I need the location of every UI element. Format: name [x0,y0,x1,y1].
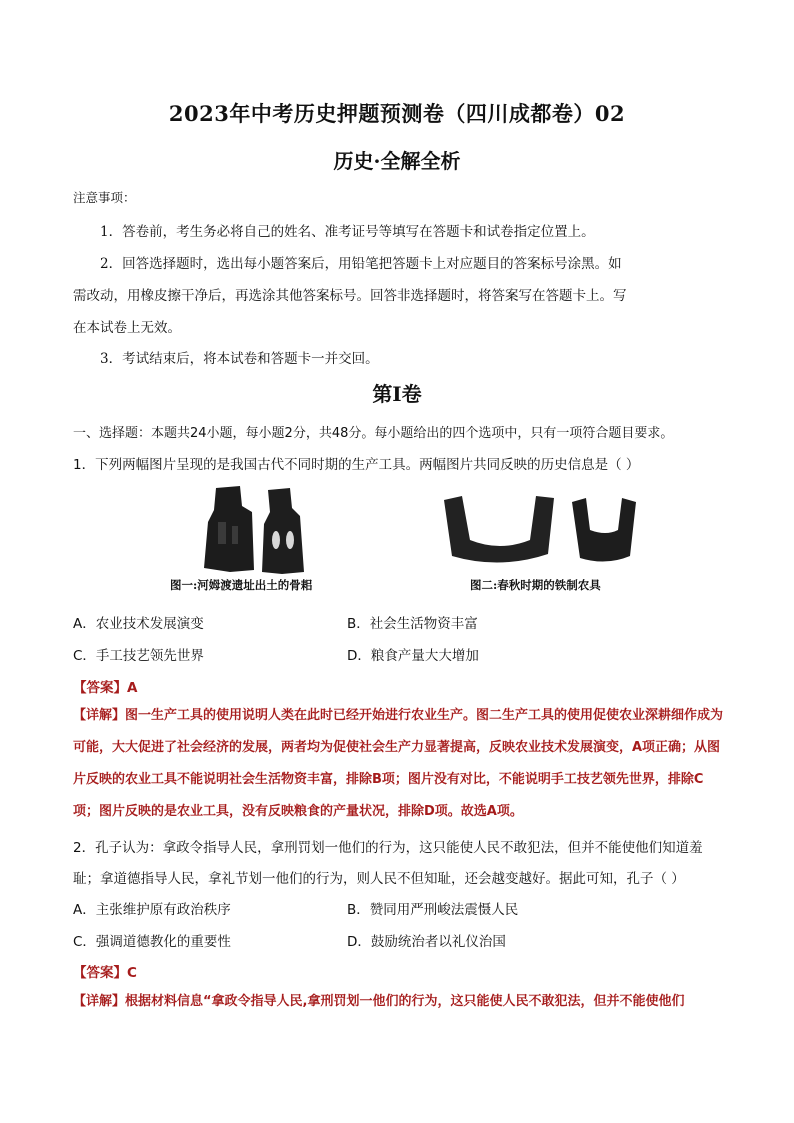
q2-option-b: B．赞同用严刑峻法震慑人民 [347,902,519,918]
q1-option-c: C．手工技艺领先世界 [73,648,204,664]
q2-option-c: C．强调道德教化的重要性 [73,934,231,950]
q1-explanation: 【详解】图一生产工具的使用说明人类在此时已经开始进行农业生产。图二生产工具的使用促使农业深耕细作成为可能，大大促进了社会经济的发展，两者均为促使社会生产力显著提高，反映农业技术发展演变，A项正确；从图片反映的农业工具不能说明社会生活物资丰富，排除B项；图片没有对比，不能说明手工技艺领先世界，排除C项；图片反映的是农业工具，没有反映粮食的产量状况，排除D项。故选A项。 [73,708,724,819]
notice-item-2-line-1: 2．回答选择题时，选出每小题答案后，用铅笔把答题卡上对应题目的答案标号涂黑。如 [100,256,622,272]
document-title: 2023年中考历史押题预测卷（四川成都卷）02 [168,101,626,126]
figure-2-caption: 图二:春秋时期的铁制农具 [470,578,601,592]
document-subtitle: 历史·全解全析 [333,149,461,173]
notice-item-2-line-3: 在本试卷上无效。 [73,320,181,336]
iron-tools-image [440,490,650,570]
q1-option-a: A．农业技术发展演变 [73,616,204,632]
q2-answer: 【答案】C [73,965,137,981]
q2-stem-line-1: 2．孔子认为：拿政令指导人民，拿刑罚划一他们的行为，这只能使人民不敢犯法，但并不能使他们知道羞 [73,840,703,856]
notice-heading: 注意事项： [73,190,136,205]
q1-option-b: B．社会生活物资丰富 [347,616,478,632]
bone-spade-image [196,482,336,577]
notice-item-2-line-2: 需改动，用橡皮擦干净后，再选涂其他答案标号。回答非选择题时，将答案写在答题卡上。写 [73,288,627,304]
q2-stem-line-2: 耻；拿道德指导人民，拿礼节划一他们的行为，则人民不但知耻，还会越变越好。据此可知，孔子（ ） [73,871,685,887]
q2-option-d: D．鼓励统治者以礼仪治国 [347,934,506,950]
figure-1-caption: 图一:河姆渡遗址出土的骨耜 [170,578,313,592]
q1-stem: 1．下列两幅图片呈现的是我国古代不同时期的生产工具。两幅图片共同反映的历史信息是（ ） [73,457,640,473]
section-instructions: 一、选择题：本题共24小题，每小题2分，共48分。每小题给出的四个选项中，只有一项符合题目要求。 [73,426,674,441]
notice-item-3: 3．考试结束后，将本试卷和答题卡一并交回。 [100,351,379,367]
q2-explanation: 【详解】根据材料信息“拿政令指导人民,拿刑罚划一他们的行为，这只能使人民不敢犯法，但并不能使他们 [73,994,685,1009]
q1-answer: 【答案】A [73,680,138,696]
notice-item-1: 1．答卷前，考生务必将自己的姓名、准考证号等填写在答题卡和试卷指定位置上。 [100,224,595,240]
q2-option-a: A．主张维护原有政治秩序 [73,902,231,918]
section-title: 第Ⅰ卷 [372,382,422,406]
q1-option-d: D．粮食产量大大增加 [347,648,479,664]
